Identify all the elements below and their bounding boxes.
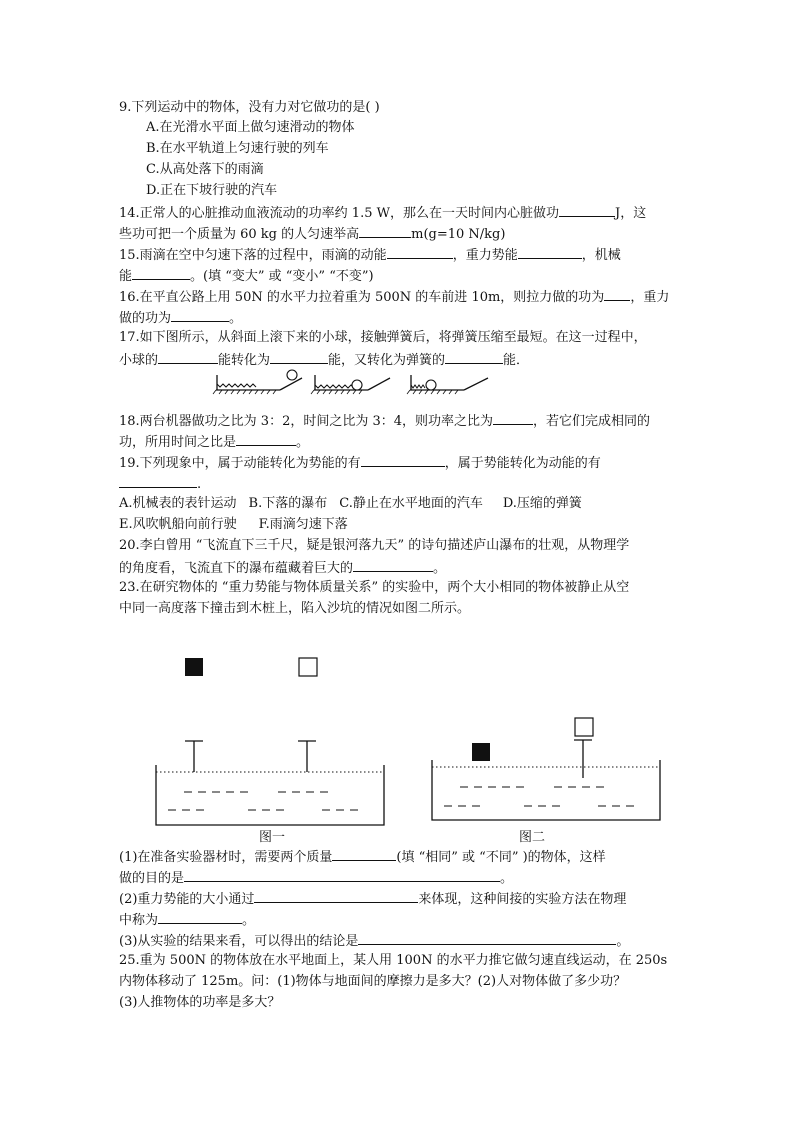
q23-sub2-text-d: 。 [242,913,256,928]
q19-line2 [119,474,201,493]
q14-line2 [119,224,505,243]
q23-sub3-line [119,931,629,950]
q23-line1: 23.在研究物体的 “重力势能与物体质量关系” 的实验中，两个大小相同的物体被静止从空 [119,580,630,595]
q23-sub2-line1 [119,889,626,908]
q9-stem: 9.下列运动中的物体，没有力对它做功的是( ) [119,100,380,115]
q18-text-d: 。 [296,435,310,450]
q23-blank-indicator[interactable] [254,889,418,903]
q23-sub1-text-a: (1)在准备实验器材时，需要两个质量 [119,850,333,865]
q23-line2: 中同一高度落下撞击到木桩上，陷入沙坑的情况如图二所示。 [119,601,471,616]
q19-option-f: F.雨滴匀速下落 [258,517,348,532]
q15-blank-potential[interactable] [518,245,582,259]
q14-text-d: m(g=10 N/kg) [411,227,506,242]
sand-dashes-2 [444,787,634,806]
q23-sub2-text-b: 来体现，这种间接的实验方法在物理 [418,892,627,907]
q19-options-row1 [119,495,582,512]
q15-text-b: ，重力势能 [452,248,518,263]
q18-blank-time-ratio[interactable] [236,432,296,446]
q15-text-d: 能 [119,269,133,284]
q23-sub2-text-c: 中称为 [119,913,159,928]
white-block-1 [299,658,317,676]
q20-text-a: 的角度看，飞流直下的瀑布蕴藏着巨大的 [119,561,354,576]
q14-blank-height[interactable] [359,224,411,238]
q17-blank-1[interactable] [158,350,218,364]
q18-text-b: ，若它们完成相同的 [533,414,651,429]
q9-option-d: D.正在下坡行驶的汽车 [146,183,278,198]
q25-line3: (3)人推物体的功率是多大？ [119,995,281,1010]
q19-text-a: 19.下列现象中，属于动能转化为势能的有 [119,456,361,471]
q23-sub3-text-b: 。 [616,934,630,949]
q23-blank-method[interactable] [158,910,242,924]
q20-text-b: 。 [433,561,447,576]
sand-container-2 [432,760,660,820]
q23-blank-purpose[interactable] [184,868,500,882]
q16-text-c: 做的功为 [119,311,172,326]
q19-text-c: . [197,477,202,492]
white-block-2 [575,718,593,736]
q14-text-c: 些功可把一个质量为 60 kg 的人匀速举高 [119,227,360,242]
q23-sub1-text-b: (填 “相同” 或 “不同” )的物体，这样 [396,850,606,865]
q16-line2 [119,308,242,327]
q14-text-b: J，这 [614,206,647,221]
spring-stage-3 [407,375,488,394]
q19-option-a: A.机械表的表针运动 [119,496,237,511]
q19-text-b: ，属于势能转化为动能的有 [444,456,601,471]
q15-text-c: ，机械 [581,248,621,263]
q23-sub1-line1 [119,847,606,866]
q23-sub2-line2 [119,910,255,929]
q16-text-a: 16.在平直公路上用 50N 的水平力拉着重为 500N 的车前进 10m，则拉力做的功为 [119,290,605,305]
q15-text-e: 。(填 “变大” 或 “变小” “不变”) [190,269,374,284]
q19-line1 [119,453,601,472]
q19-options-row2 [119,516,348,533]
q20-blank-energy[interactable] [353,558,433,572]
q17-blank-3[interactable] [445,350,503,364]
black-block-2 [472,743,490,761]
q17-text-c: 能，又转化为弹簧的 [328,353,446,368]
q17-text-a: 小球的 [119,353,159,368]
q14-line1 [119,203,646,222]
q16-blank-gravity-work[interactable] [171,308,229,322]
q15-line1 [119,245,621,264]
q20-line2 [119,558,446,577]
q16-text-b: ，重力 [630,290,670,305]
q19-option-d: D.压缩的弹簧 [502,496,582,511]
q19-blank-potential-to-kinetic[interactable] [119,474,197,488]
q23-sub3-text-a: (3)从实验的结果来看，可以得出的结论是 [119,934,359,949]
q25-line2: 内物体移动了 125m。问：(1)物体与地面间的摩擦力是多大？(2)人对物体做了多少功？ [119,974,627,989]
q17-line1: 17.如下图所示，从斜面上滚下来的小球，接触弹簧后，将弹簧压缩至最短。在这一过程中， [119,330,647,345]
q16-line1 [119,287,669,306]
figure-1-caption: 图一 [259,830,286,845]
q17-text-b: 能转化为 [218,353,271,368]
spring-stage-1 [213,370,302,394]
stake-3 [574,740,592,778]
q18-line2 [119,432,309,451]
q9-option-a: A.在光滑水平面上做匀速滑动的物体 [146,120,355,135]
q17-blank-2[interactable] [270,350,328,364]
q15-blank-mechanical[interactable] [132,266,190,280]
q15-blank-kinetic[interactable] [387,245,453,259]
q15-text-a: 15.雨滴在空中匀速下落的过程中，雨滴的动能 [119,248,387,263]
q18-line1 [119,411,650,430]
q23-blank-conclusion[interactable] [358,931,616,945]
black-block-1 [185,658,203,676]
figure-2-caption: 图二 [519,830,546,845]
q18-blank-power-ratio[interactable] [493,411,533,425]
q19-option-c: C.静止在水平地面的汽车 [339,496,483,511]
stake-1 [185,741,203,772]
q18-text-c: 功，所用时间之比是 [119,435,237,450]
q19-option-b: B.下落的瀑布 [248,496,328,511]
q9-option-c: C.从高处落下的雨滴 [146,162,264,177]
q19-blank-kinetic-to-potential[interactable] [361,453,445,467]
spring-stage-2 [311,375,390,394]
q23-blank-mass[interactable] [332,847,396,861]
q23-sub1-text-d: 。 [500,871,514,886]
q18-text-a: 18.两台机器做功之比为 3：2，时间之比为 3：4，则功率之比为 [119,414,494,429]
figure-1 [150,650,390,830]
sand-dashes-1 [168,792,358,810]
q17-text-d: 能． [503,353,530,368]
q14-text-a: 14.正常人的心脏推动血液流动的功率约 1.5 W，那么在一天时间内心脏做功 [119,206,559,221]
q23-sub1-line2 [119,868,513,887]
figure-2 [426,710,666,826]
q16-blank-pull-work[interactable] [604,287,630,301]
sand-container-1 [156,765,384,825]
q23-sub1-text-c: 做的目的是 [119,871,185,886]
q9-option-b: B.在水平轨道上匀速行驶的列车 [146,141,329,156]
q15-line2 [119,266,374,285]
q23-sub2-text-a: (2)重力势能的大小通过 [119,892,255,907]
q25-line1: 25.重为 500N 的物体放在水平地面上，某人用 100N 的水平力推它做匀速直线运动，在 250s [119,953,668,968]
stake-2 [298,741,316,772]
q14-blank-work[interactable] [559,203,615,217]
spring-ball-figure [212,366,502,396]
q19-option-e: E.风吹帆船向前行驶 [119,517,237,532]
q16-text-d: 。 [229,311,243,326]
q20-line1: 20.李白曾用 “飞流直下三千尺，疑是银河落九天” 的诗句描述庐山瀑布的壮观，从物理学 [119,538,630,553]
